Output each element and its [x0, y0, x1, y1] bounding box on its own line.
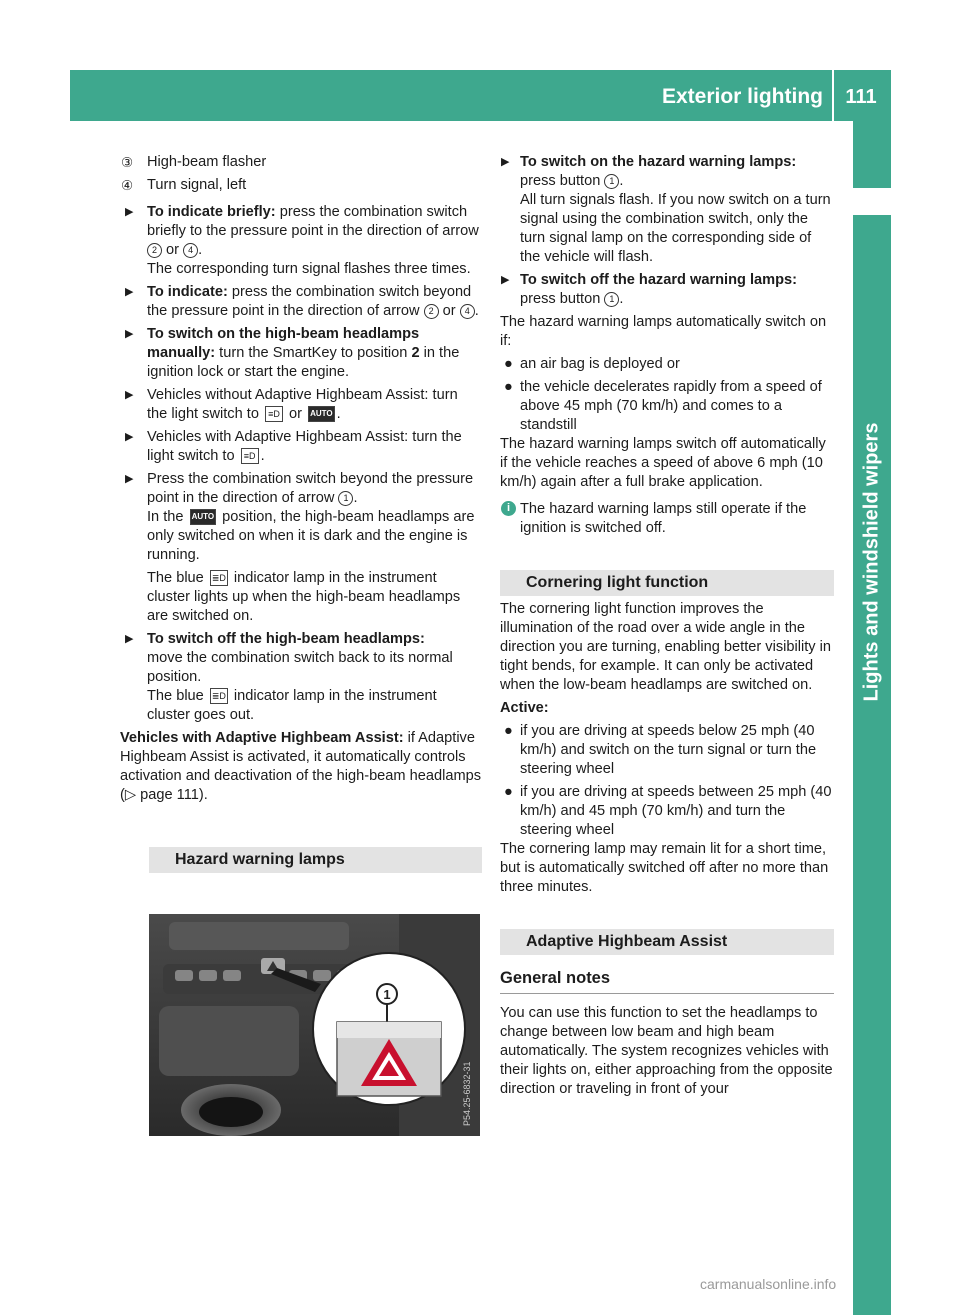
ref-circle-1: 1: [604, 292, 619, 307]
step-hazard-on: ▶ To switch on the hazard warning lamps: press button 1 . All turn signals flash. If you now switch on a turn signal using the combination switch, only the turn signal lamp on the corresponding side of the vehicle will flash.: [501, 154, 831, 265]
list-item: ● if you are driving at speeds below 25 mph (40 km/h) and switch on the turn signal or turn the steering wheel: [504, 723, 817, 777]
legend-marker-3: ③: [121, 155, 134, 170]
general-notes-heading: General notes: [500, 969, 834, 994]
left-column: [120, 153, 482, 873]
list-item: ● the vehicle decelerates rapidly from a speed of above 45 mph (70 km/h) and comes to a standstill: [504, 379, 822, 433]
adaptive-highbeam-paragraph: Vehicles with Adaptive Highbeam Assist: if Adaptive Highbeam Assist is activated, it automatically controls activation and deactivation of the high-beam headlamps (▷ page 111).: [120, 730, 482, 803]
arrow-icon: ▶: [501, 274, 510, 286]
section-title: Exterior lighting: [661, 85, 823, 108]
cornering-section-heading: Cornering light function: [500, 570, 834, 596]
hazard-section-heading: Hazard warning lamps: [149, 847, 482, 873]
list-item: ● if you are driving at speeds between 25 mph (40 km/h) and 45 mph (70 km/h) and turn the steering wheel: [504, 784, 832, 838]
bullet-icon: ●: [504, 379, 513, 395]
page-reference-link[interactable]: ▷ page 111: [124, 787, 199, 803]
list-item: ● an air bag is deployed or: [504, 356, 680, 372]
legend-marker-4: ④: [121, 178, 134, 193]
legend-item-3: ③ High-beam flasher: [121, 154, 267, 170]
arrow-icon: ▶: [125, 633, 134, 645]
auto-light-icon: AUTO: [190, 509, 217, 525]
arrow-icon: ▶: [125, 431, 134, 443]
step-press-switch: ▶ Press the combination switch beyond the pressure point in the direction of arrow 1 . In the AUTO position, the high-beam headlamps are only switched on when it is dark and the engine is running.: [125, 471, 475, 563]
ref-circle-4: 4: [183, 243, 198, 258]
arrow-icon: ▶: [125, 286, 134, 298]
side-tab: [853, 215, 891, 1315]
adaptive-highbeam-paragraph: You can use this function to set the headlamps to change between low beam and high beam automatically. The system recognizes vehicles with their lights on, either approaching from the opposite direction or traveling in front of your: [500, 1005, 833, 1097]
step-hazard-off: ▶ To switch off the hazard warning lamps: press button 1 .: [501, 272, 798, 307]
figure-code: P54.25-6832-31: [462, 1061, 472, 1126]
step-indicate-briefly: ▶ To indicate briefly: press the combination switch briefly to the pressure point in the direction of arrow 2 or 4 . The corresponding turn signal flashes three times.: [125, 204, 479, 277]
arrow-icon: ▶: [125, 473, 134, 485]
high-beam-icon: ≣D: [210, 570, 228, 586]
arrow-icon: ▶: [125, 328, 134, 340]
bullet-icon: ●: [504, 784, 513, 800]
ref-circle-1: 1: [338, 491, 353, 506]
step-high-beam-off: ▶ To switch off the high-beam headlamps: move the combination switch back to its normal position. The blue ≣D indicator lamp in the instrument cluster goes out.: [125, 631, 453, 723]
arrow-icon: ▶: [125, 389, 134, 401]
legend-item-4: ④ Turn signal, left: [121, 177, 247, 193]
header-divider: [832, 70, 834, 121]
arrow-icon: ▶: [125, 206, 134, 218]
auto-light-icon: AUTO: [308, 406, 335, 422]
right-column: [500, 153, 834, 1099]
info-note: i The hazard warning lamps still operate if the ignition is switched off.: [500, 500, 834, 538]
ref-circle-4: 4: [460, 304, 475, 319]
step-high-beam-manual: ▶ To switch on the high-beam headlamps manually: turn the SmartKey to position 2 in the ignition lock or start the engine.: [125, 326, 460, 380]
hazard-button-figure: [149, 914, 480, 1136]
step-without-ahb: ▶ Vehicles without Adaptive Highbeam Assist: turn the light switch to ≡D or AUTO .: [125, 387, 458, 422]
adaptive-highbeam-section-heading: Adaptive Highbeam Assist: [500, 929, 834, 955]
arrow-icon: ▶: [501, 156, 510, 168]
low-beam-icon: ≡D: [265, 406, 283, 422]
step-press-switch-indicator: The blue ≣D indicator lamp in the instrument cluster lights up when the high-beam headlamps are switched on.: [147, 570, 461, 624]
cornering-lamp-paragraph: The cornering lamp may remain lit for a short time, but is automatically switched off after no more than three minutes.: [500, 841, 829, 895]
watermark: carmanualsonline.info: [700, 1276, 837, 1292]
active-label: Active:: [500, 700, 549, 716]
ref-circle-1: 1: [604, 174, 619, 189]
bullet-icon: ●: [504, 356, 513, 372]
hazard-auto-paragraph: The hazard warning lamps automatically switch on if:: [500, 314, 827, 349]
ref-circle-2: 2: [147, 243, 162, 258]
cornering-paragraph: The cornering light function improves the illumination of the road over a wide angle in the direction you are turning, enabling better visibility in tight bends, for example. It can only be activated when the low-beam headlamps are switched on.: [500, 601, 831, 693]
info-icon: i: [501, 501, 516, 516]
side-tab-upper: [853, 121, 891, 188]
high-beam-icon: ≣D: [210, 688, 228, 704]
page-number: 111: [845, 86, 877, 108]
hazard-off-paragraph: The hazard warning lamps switch off automatically if the vehicle reaches a speed of above 6 mph (10 km/h) again after a full brake application.: [500, 436, 826, 490]
bullet-icon: ●: [504, 723, 513, 739]
ref-circle-2: 2: [424, 304, 439, 319]
step-indicate: ▶ To indicate: press the combination switch beyond the pressure point in the direction of arrow 2 or 4 .: [125, 284, 479, 319]
side-tab-label: Lights and windshield wipers: [860, 422, 883, 702]
figure-callout: 1: [383, 987, 391, 1002]
low-beam-icon: ≡D: [241, 448, 259, 464]
step-with-ahb: ▶ Vehicles with Adaptive Highbeam Assist: turn the light switch to ≡D .: [125, 429, 462, 464]
